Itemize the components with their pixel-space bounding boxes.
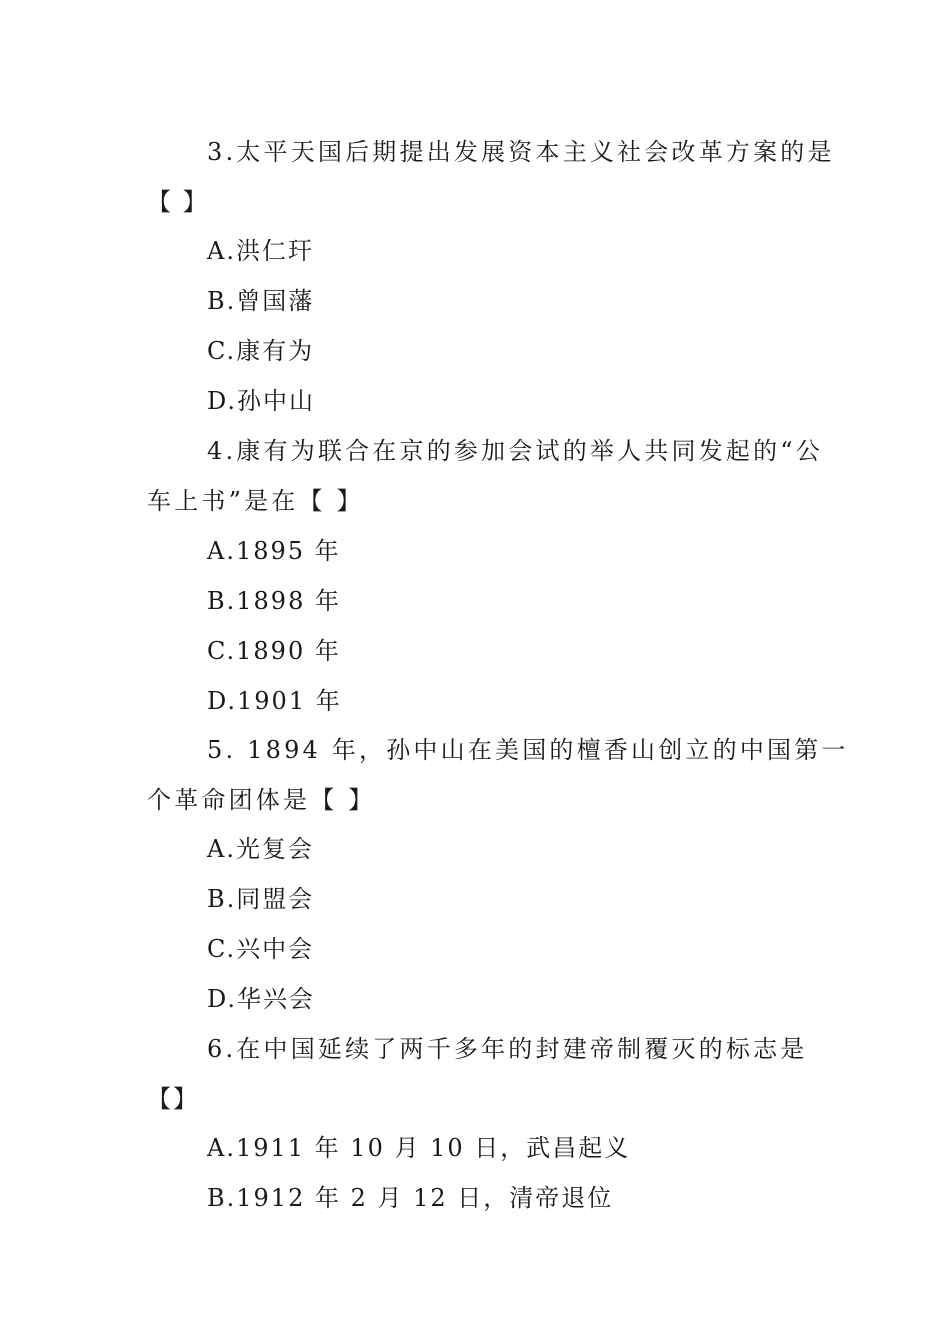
question-6-option-a: A.1911 年 10 月 10 日，武昌起义 <box>207 1134 631 1162</box>
question-5-option-c: C.兴中会 <box>207 935 315 963</box>
question-4-option-c: C.1890 年 <box>207 637 341 665</box>
question-5-option-a: A.光复会 <box>207 835 314 863</box>
question-4-stem-continued: 车上书”是在【 】 <box>147 487 364 515</box>
question-5-option-d: D.华兴会 <box>207 985 316 1013</box>
question-5-option-b: B.同盟会 <box>207 885 315 913</box>
question-5-stem-continued: 个革命团体是【 】 <box>147 786 376 814</box>
question-3-stem: 3.太平天国后期提出发展资本主义社会改革方案的是 <box>207 138 835 166</box>
question-6-option-b: B.1912 年 2 月 12 日，清帝退位 <box>207 1184 614 1212</box>
question-6-answer-bracket: 【】 <box>147 1085 199 1113</box>
question-3-option-a: A.洪仁玕 <box>207 237 314 265</box>
question-3-answer-bracket: 【 】 <box>147 188 209 216</box>
question-3-option-c: C.康有为 <box>207 337 315 365</box>
question-4-option-b: B.1898 年 <box>207 587 341 615</box>
question-6-stem: 6.在中国延续了两千多年的封建帝制覆灭的标志是 <box>207 1035 808 1063</box>
question-3-option-b: B.曾国藩 <box>207 287 315 315</box>
question-4-stem: 4.康有为联合在京的参加会试的举人共同发起的“公 <box>207 437 823 465</box>
question-4-option-a: A.1895 年 <box>207 537 341 565</box>
question-5-stem: 5. 1894 年，孙中山在美国的檀香山创立的中国第一 <box>207 736 849 764</box>
question-3-option-d: D.孙中山 <box>207 387 316 415</box>
question-4-option-d: D.1901 年 <box>207 687 342 715</box>
